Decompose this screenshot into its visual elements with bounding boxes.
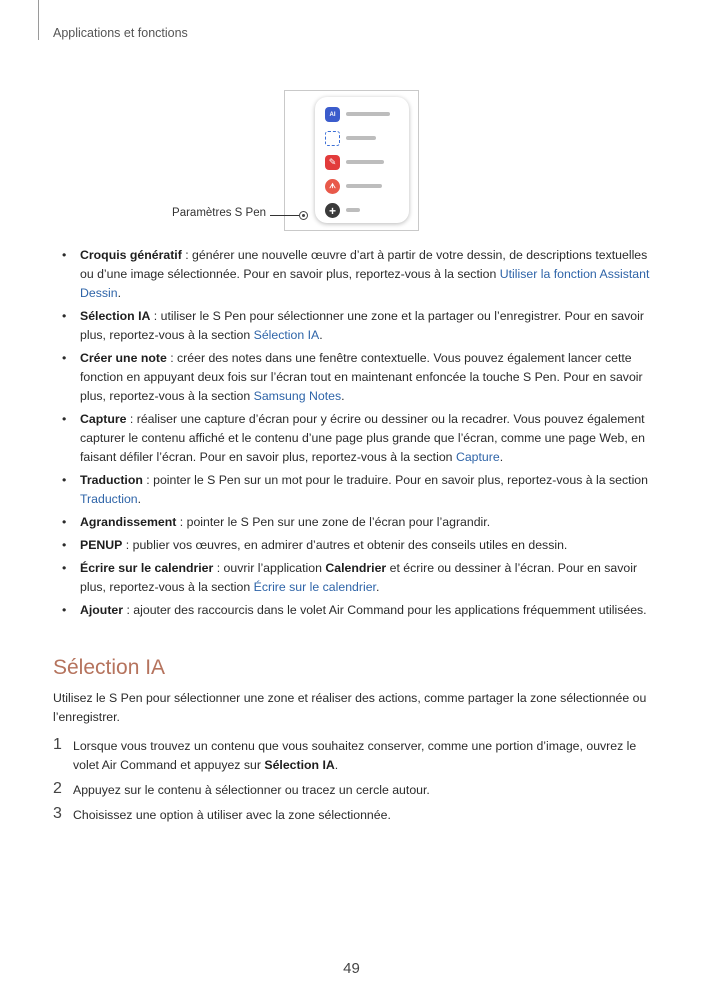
step-item: 2 Appuyez sur le contenu à sélectionner ou tracez un cercle autour. xyxy=(53,780,430,797)
list-item: • Traduction : pointer le S Pen sur un mot pour le traduire. Pour en savoir plus, reportez-vous à la section Traduction. xyxy=(62,473,648,506)
link-ecrire-calendrier[interactable]: Écrire sur le calendrier xyxy=(253,580,376,594)
add-icon: + xyxy=(325,203,340,218)
list-item: • Sélection IA : utiliser le S Pen pour sélectionner une zone et la partager ou l’enregistrer. Pour en savoir plus, reportez-vous à la section Sélection IA. xyxy=(62,309,644,342)
link-selection-ia[interactable]: Sélection IA xyxy=(253,328,320,342)
ai-assist-icon: AI xyxy=(325,107,340,122)
step-item: 3 Choisissez une option à utiliser avec la zone sélectionnée. xyxy=(53,805,391,822)
air-command-item-label xyxy=(346,136,376,140)
link-traduction[interactable]: Traduction xyxy=(80,492,138,506)
air-command-item-penup[interactable] xyxy=(325,179,405,195)
list-item: • Croquis génératif : générer une nouvelle œuvre d’art à partir de votre dessin, de descriptions textuelles ou d’une image sélectionnée. Pour en savoir plus, reportez-vous à la section Utiliser la fonction Assistant Dessin. xyxy=(62,248,650,300)
air-command-item-ai-select[interactable] xyxy=(325,131,405,147)
list-item: • Ajouter : ajouter des raccourcis dans le volet Air Command pour les applications fréquemment utilisées. xyxy=(62,603,647,617)
feature-list xyxy=(60,246,652,624)
list-item: • PENUP : publier vos œuvres, en admirer d’autres et obtenir des conseils utiles en dessin. xyxy=(62,538,568,552)
section-intro: Utilisez le S Pen pour sélectionner une zone et réaliser des actions, comme partager la zone sélectionnée ou l’enregistrer. xyxy=(53,691,647,724)
air-command-item-ai-assist[interactable] xyxy=(325,107,405,123)
air-command-item-label xyxy=(346,208,360,212)
list-item: • Capture : réaliser une capture d’écran pour y écrire ou dessiner ou la recadrer. Vous pouvez également capturer le contenu affiché et le contenu d’une page plus grande que l’écran, comme une page Web, en faisant défiler l’écran. Pour en savoir plus, reportez-vous à la section Capture. xyxy=(62,412,645,464)
link-assistant-dessin[interactable]: Utiliser la fonction Assistant Dessin xyxy=(80,267,650,300)
s-pen-settings-icon[interactable] xyxy=(299,211,308,220)
air-command-item-create-note[interactable] xyxy=(325,155,405,171)
list-item: • Écrire sur le calendrier : ouvrir l’application Calendrier et écrire ou dessiner à l’écran. Pour en savoir plus, reportez-vous à la section Écrire sur le calendrier. xyxy=(62,561,638,594)
air-command-item-label xyxy=(346,112,390,116)
section-title: Sélection IA xyxy=(53,656,166,679)
link-samsung-notes[interactable]: Samsung Notes xyxy=(253,389,342,403)
link-capture[interactable]: Capture xyxy=(455,450,500,464)
ai-select-icon xyxy=(325,131,340,146)
steps-list xyxy=(53,737,653,831)
callout-line xyxy=(270,215,299,216)
air-command-panel xyxy=(315,97,409,223)
air-command-item-label xyxy=(346,160,384,164)
callout-label: Paramètres S Pen xyxy=(172,207,266,219)
page-number: 49 xyxy=(343,960,360,977)
penup-icon: ᗑ xyxy=(325,179,340,194)
list-item: • Créer une note : créer des notes dans une fenêtre contextuelle. Vous pouvez également lancer cette fonction en appuyant deux fois sur l’écran tout en maintenant enfoncée la touche S Pen. Pour en savoir plus, reportez-vous à la section Samsung Notes. xyxy=(62,351,643,403)
create-note-icon: ✎ xyxy=(325,155,340,170)
list-item: • Agrandissement : pointer le S Pen sur une zone de l’écran pour l’agrandir. xyxy=(62,515,491,529)
air-command-illustration xyxy=(284,90,419,231)
air-command-item-add[interactable] xyxy=(325,203,405,219)
page-header-title: Applications et fonctions xyxy=(53,26,188,40)
air-command-item-label xyxy=(346,184,382,188)
step-item: 1 Lorsque vous trouvez un contenu que vous souhaitez conserver, comme une portion d’image, ouvrez le volet Air Command et appuyez sur Sélection IA. xyxy=(53,736,637,772)
header-rule xyxy=(38,0,39,40)
